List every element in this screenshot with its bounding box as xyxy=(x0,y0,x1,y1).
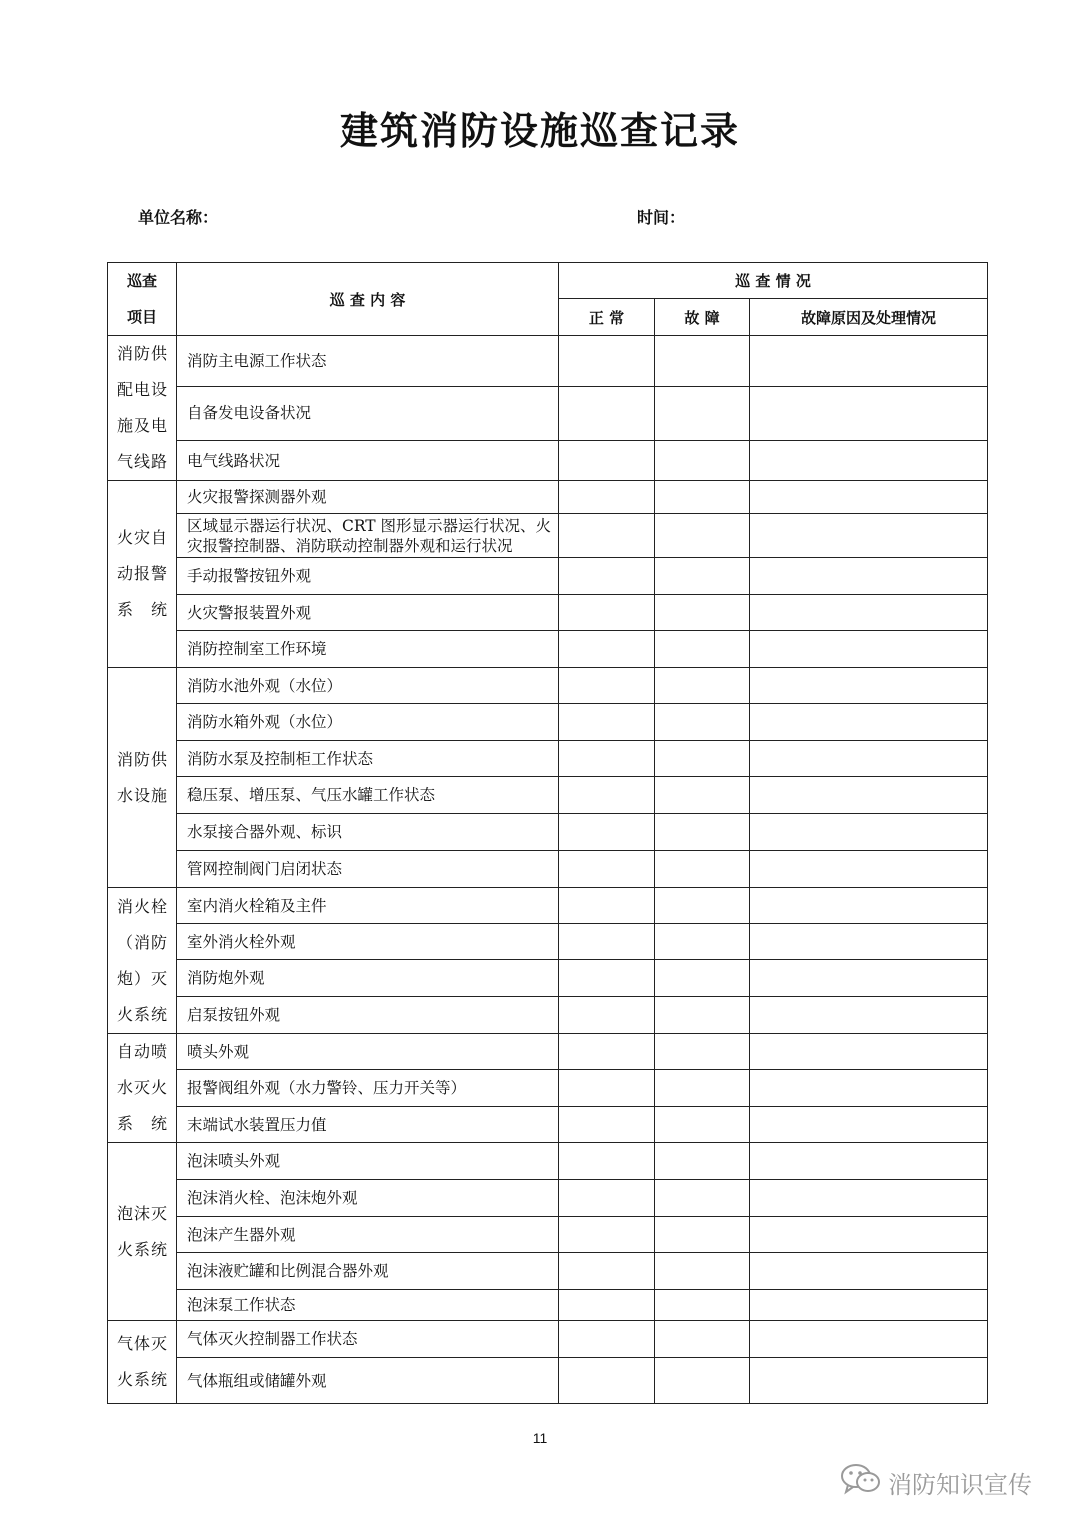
category-cell xyxy=(108,1143,177,1321)
reason-cell[interactable] xyxy=(750,924,988,960)
inspection-item: 室外消火栓外观 xyxy=(177,924,559,960)
fault-cell[interactable] xyxy=(655,514,750,558)
fault-cell[interactable] xyxy=(655,960,750,997)
inspection-item: 泡沫消火栓、泡沫炮外观 xyxy=(177,1180,559,1217)
normal-cell[interactable] xyxy=(559,851,655,888)
fault-cell[interactable] xyxy=(655,1070,750,1107)
fault-cell[interactable] xyxy=(655,1034,750,1070)
inspection-table xyxy=(107,262,988,1404)
header-normal: 正 常 xyxy=(559,299,655,336)
category-label: 气体灭火系统 xyxy=(117,1334,167,1389)
normal-cell[interactable] xyxy=(559,777,655,814)
normal-cell[interactable] xyxy=(559,1253,655,1290)
fault-cell[interactable] xyxy=(655,1143,750,1180)
reason-cell[interactable] xyxy=(750,1107,988,1143)
table-row xyxy=(108,631,988,668)
header-status-group: 巡 查 情 况 xyxy=(559,263,988,299)
normal-cell[interactable] xyxy=(559,814,655,851)
fault-cell[interactable] xyxy=(655,888,750,924)
fault-cell[interactable] xyxy=(655,777,750,814)
normal-cell[interactable] xyxy=(559,336,655,387)
table-row xyxy=(108,336,988,387)
fault-cell[interactable] xyxy=(655,1107,750,1143)
reason-cell[interactable] xyxy=(750,851,988,888)
reason-cell[interactable] xyxy=(750,668,988,704)
reason-cell[interactable] xyxy=(750,514,988,558)
table-row xyxy=(108,514,988,558)
category-cell xyxy=(108,668,177,888)
category-cell xyxy=(108,1034,177,1143)
fault-cell[interactable] xyxy=(655,441,750,481)
fault-cell[interactable] xyxy=(655,1358,750,1404)
normal-cell[interactable] xyxy=(559,924,655,960)
category-label: 消防供水设施 xyxy=(117,749,167,805)
fault-cell[interactable] xyxy=(655,1217,750,1253)
normal-cell[interactable] xyxy=(559,1107,655,1143)
inspection-item: 末端试水装置压力值 xyxy=(177,1107,559,1143)
inspection-item: 气体灭火控制器工作状态 xyxy=(177,1321,559,1358)
inspection-item: 火灾警报装置外观 xyxy=(177,595,559,631)
reason-cell[interactable] xyxy=(750,336,988,387)
inspection-item: 泡沫喷头外观 xyxy=(177,1143,559,1180)
table-row xyxy=(108,386,988,441)
normal-cell[interactable] xyxy=(559,1070,655,1107)
fault-cell[interactable] xyxy=(655,336,750,387)
table-row xyxy=(108,888,988,924)
reason-cell[interactable] xyxy=(750,1180,988,1217)
normal-cell[interactable] xyxy=(559,631,655,668)
table-row xyxy=(108,704,988,741)
inspection-item: 火灾报警探测器外观 xyxy=(177,481,559,514)
inspection-item: 消防主电源工作状态 xyxy=(177,336,559,387)
category-cell xyxy=(108,336,177,481)
inspection-item: 喷头外观 xyxy=(177,1034,559,1070)
table-row xyxy=(108,441,988,481)
time-label: 时间： xyxy=(637,208,686,227)
inspection-item: 泡沫产生器外观 xyxy=(177,1217,559,1253)
reason-cell[interactable] xyxy=(750,595,988,631)
table-row xyxy=(108,777,988,814)
normal-cell[interactable] xyxy=(559,1180,655,1217)
inspection-item: 消防控制室工作环境 xyxy=(177,631,559,668)
table-row xyxy=(108,814,988,851)
normal-cell[interactable] xyxy=(559,386,655,441)
inspection-item: 气体瓶组或储罐外观 xyxy=(177,1358,559,1404)
reason-cell[interactable] xyxy=(750,631,988,668)
table-row xyxy=(108,960,988,997)
table-row xyxy=(108,1217,988,1253)
normal-cell[interactable] xyxy=(559,558,655,595)
inspection-item: 水泵接合器外观、标识 xyxy=(177,814,559,851)
category-cell xyxy=(108,481,177,668)
inspection-item: 报警阀组外观（水力警铃、压力开关等） xyxy=(177,1070,559,1107)
normal-cell[interactable] xyxy=(559,741,655,777)
fault-cell[interactable] xyxy=(655,481,750,514)
table-row xyxy=(108,1070,988,1107)
fault-cell[interactable] xyxy=(655,814,750,851)
fault-cell[interactable] xyxy=(655,1180,750,1217)
category-label: 消防供配电设施及电气线路 xyxy=(117,344,167,471)
header-fault: 故 障 xyxy=(655,299,750,336)
normal-cell[interactable] xyxy=(559,595,655,631)
fault-cell[interactable] xyxy=(655,851,750,888)
reason-cell[interactable] xyxy=(750,1358,988,1404)
inspection-item: 启泵按钮外观 xyxy=(177,997,559,1034)
table-row xyxy=(108,1034,988,1070)
inspection-item: 管网控制阀门启闭状态 xyxy=(177,851,559,888)
normal-cell[interactable] xyxy=(559,888,655,924)
normal-cell[interactable] xyxy=(559,1217,655,1253)
category-cell xyxy=(108,888,177,1034)
normal-cell[interactable] xyxy=(559,441,655,481)
table-body xyxy=(108,336,988,1404)
category-label: 火灾自动报警系 统 xyxy=(117,528,167,619)
reason-cell[interactable] xyxy=(750,1143,988,1180)
table-row xyxy=(108,741,988,777)
reason-cell[interactable] xyxy=(750,1290,988,1321)
watermark xyxy=(840,1462,1032,1502)
table-row xyxy=(108,997,988,1034)
fault-cell[interactable] xyxy=(655,1253,750,1290)
inspection-item: 消防水泵及控制柜工作状态 xyxy=(177,741,559,777)
table-row xyxy=(108,851,988,888)
fault-cell[interactable] xyxy=(655,1321,750,1358)
fault-cell[interactable] xyxy=(655,704,750,741)
table-row xyxy=(108,1290,988,1321)
normal-cell[interactable] xyxy=(559,960,655,997)
fault-cell[interactable] xyxy=(655,558,750,595)
normal-cell[interactable] xyxy=(559,997,655,1034)
fault-cell[interactable] xyxy=(655,997,750,1034)
fault-cell[interactable] xyxy=(655,924,750,960)
reason-cell[interactable] xyxy=(750,741,988,777)
header-category-bottom: 项目 xyxy=(126,308,157,326)
inspection-item: 消防水箱外观（水位） xyxy=(177,704,559,741)
normal-cell[interactable] xyxy=(559,668,655,704)
table-row xyxy=(108,595,988,631)
category-cell xyxy=(108,1321,177,1404)
inspection-item: 泡沫液贮罐和比例混合器外观 xyxy=(177,1253,559,1290)
reason-cell[interactable] xyxy=(750,1034,988,1070)
reason-cell[interactable] xyxy=(750,481,988,514)
table-row xyxy=(108,668,988,704)
table-row xyxy=(108,1180,988,1217)
table-row xyxy=(108,1143,988,1180)
reason-cell[interactable] xyxy=(750,960,988,997)
normal-cell[interactable] xyxy=(559,704,655,741)
fault-cell[interactable] xyxy=(655,668,750,704)
reason-cell[interactable] xyxy=(750,777,988,814)
header-category-top: 巡查 xyxy=(126,272,157,290)
inspection-item: 消防水池外观（水位） xyxy=(177,668,559,704)
reason-cell[interactable] xyxy=(750,386,988,441)
header-content: 巡 查 内 容 xyxy=(177,263,559,336)
inspection-item: 室内消火栓箱及主件 xyxy=(177,888,559,924)
reason-cell[interactable] xyxy=(750,814,988,851)
table-row xyxy=(108,1321,988,1358)
normal-cell[interactable] xyxy=(559,1358,655,1404)
reason-cell[interactable] xyxy=(750,1321,988,1358)
normal-cell[interactable] xyxy=(559,1143,655,1180)
table-row xyxy=(108,481,988,514)
normal-cell[interactable] xyxy=(559,481,655,514)
inspection-item: 自备发电设备状况 xyxy=(177,386,559,441)
inspection-item: 电气线路状况 xyxy=(177,441,559,481)
normal-cell[interactable] xyxy=(559,1321,655,1358)
page-number: 11 xyxy=(532,1430,548,1446)
table-row xyxy=(108,1107,988,1143)
reason-cell[interactable] xyxy=(750,1070,988,1107)
normal-cell[interactable] xyxy=(559,1290,655,1321)
fault-cell[interactable] xyxy=(655,595,750,631)
header-reason: 故障原因及处理情况 xyxy=(750,299,988,336)
table-row xyxy=(108,924,988,960)
reason-cell[interactable] xyxy=(750,558,988,595)
reason-cell[interactable] xyxy=(750,997,988,1034)
inspection-item: 稳压泵、增压泵、气压水罐工作状态 xyxy=(177,777,559,814)
normal-cell[interactable] xyxy=(559,514,655,558)
fault-cell[interactable] xyxy=(655,386,750,441)
reason-cell[interactable] xyxy=(750,888,988,924)
wechat-icon xyxy=(840,1462,882,1502)
reason-cell[interactable] xyxy=(750,1217,988,1253)
reason-cell[interactable] xyxy=(750,1253,988,1290)
category-label: 自动喷水灭火系 统 xyxy=(117,1042,167,1133)
header-category xyxy=(108,263,177,336)
table-row xyxy=(108,1253,988,1290)
inspection-item: 手动报警按钮外观 xyxy=(177,558,559,595)
table-row xyxy=(108,1358,988,1404)
category-label: 泡沫灭火系统 xyxy=(117,1203,167,1259)
inspection-item: 区域显示器运行状况、CRT 图形显示器运行状况、火灾报警控制器、消防联动控制器外观和运行状况 xyxy=(177,514,559,558)
reason-cell[interactable] xyxy=(750,704,988,741)
inspection-item: 消防炮外观 xyxy=(177,960,559,997)
fault-cell[interactable] xyxy=(655,741,750,777)
inspection-item: 泡沫泵工作状态 xyxy=(177,1290,559,1321)
table-row xyxy=(108,558,988,595)
category-label: 消火栓（消防炮）灭火系统 xyxy=(117,896,167,1024)
unit-name-label: 单位名称： xyxy=(138,208,219,227)
reason-cell[interactable] xyxy=(750,441,988,481)
fault-cell[interactable] xyxy=(655,1290,750,1321)
normal-cell[interactable] xyxy=(559,1034,655,1070)
page-title: 建筑消防设施巡查记录 xyxy=(339,108,740,153)
fault-cell[interactable] xyxy=(655,631,750,668)
watermark-text: 消防知识宣传 xyxy=(888,1470,1032,1499)
